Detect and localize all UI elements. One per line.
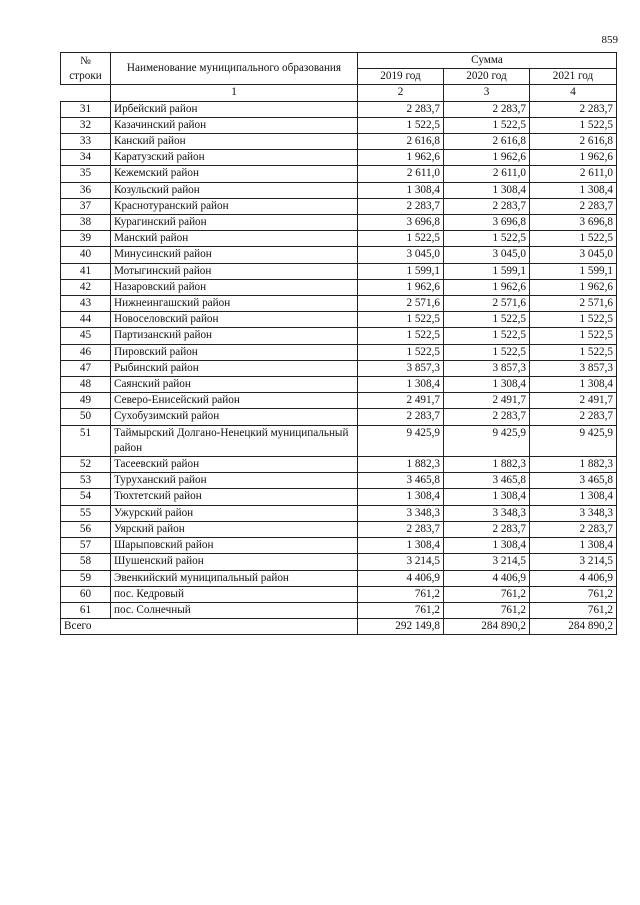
value-2020: 2 283,7: [444, 521, 530, 537]
budget-table: [60, 52, 617, 635]
value-2020: 761,2: [444, 586, 530, 602]
value-2019: 4 406,9: [358, 570, 444, 586]
value-2020: 4 406,9: [444, 570, 530, 586]
table-row: [61, 101, 617, 117]
value-2019: 2 283,7: [358, 198, 444, 214]
row-name: Северо-Енисейский район: [111, 393, 358, 409]
table-row: [61, 296, 617, 312]
value-2019: 1 962,6: [358, 279, 444, 295]
value-2020: 1 522,5: [444, 231, 530, 247]
table-row: [61, 489, 617, 505]
year-header-2019: 2019 год: [358, 69, 444, 85]
value-2020: 3 696,8: [444, 215, 530, 231]
row-name: Партизанский район: [111, 328, 358, 344]
value-2019: 761,2: [358, 586, 444, 602]
table-row: [61, 182, 617, 198]
value-2020: 3 348,3: [444, 505, 530, 521]
row-number: 36: [61, 182, 111, 198]
row-number: 49: [61, 393, 111, 409]
row-number: 33: [61, 134, 111, 150]
table-row: [61, 263, 617, 279]
value-2019: 9 425,9: [358, 425, 444, 456]
table-row: [61, 570, 617, 586]
row-number: 56: [61, 521, 111, 537]
row-number: 48: [61, 377, 111, 393]
value-2019: 1 308,4: [358, 489, 444, 505]
value-2019: 1 522,5: [358, 344, 444, 360]
value-2021: 1 522,5: [530, 328, 617, 344]
value-2019: 3 857,3: [358, 360, 444, 376]
value-2020: 1 599,1: [444, 263, 530, 279]
value-2019: 1 522,5: [358, 231, 444, 247]
value-2021: 3 465,8: [530, 473, 617, 489]
value-2020: 2 616,8: [444, 134, 530, 150]
row-number: 60: [61, 586, 111, 602]
table-row: [61, 328, 617, 344]
row-name: Таймырский Долгано-Ненецкий муниципальный район: [111, 425, 358, 456]
value-2019: 3 214,5: [358, 554, 444, 570]
value-2021: 1 962,6: [530, 150, 617, 166]
value-2019: 1 882,3: [358, 457, 444, 473]
value-2021: 2 283,7: [530, 521, 617, 537]
value-2021: 2 283,7: [530, 409, 617, 425]
row-name: Курагинский район: [111, 215, 358, 231]
value-2021: 1 522,5: [530, 117, 617, 133]
row-name: Каратузский район: [111, 150, 358, 166]
value-2020: 761,2: [444, 602, 530, 618]
row-name: Рыбинский район: [111, 360, 358, 376]
row-number: 50: [61, 409, 111, 425]
row-name: Новоселовский район: [111, 312, 358, 328]
col-index-2: 2: [358, 85, 444, 101]
value-2020: 1 962,6: [444, 150, 530, 166]
total-label: Всего: [61, 619, 358, 635]
row-number: 41: [61, 263, 111, 279]
value-2021: 2 283,7: [530, 198, 617, 214]
value-2021: 1 308,4: [530, 489, 617, 505]
row-number: 51: [61, 425, 111, 456]
value-2020: 2 283,7: [444, 409, 530, 425]
col-index-3: 3: [444, 85, 530, 101]
row-name: Шарыповский район: [111, 538, 358, 554]
table-row: [61, 602, 617, 618]
row-name: Краснотуранский район: [111, 198, 358, 214]
value-2019: 2 283,7: [358, 101, 444, 117]
value-2019: 1 522,5: [358, 312, 444, 328]
table-row: [61, 247, 617, 263]
row-number: 37: [61, 198, 111, 214]
row-number: 34: [61, 150, 111, 166]
row-number: 44: [61, 312, 111, 328]
row-number: 52: [61, 457, 111, 473]
value-2021: 3 214,5: [530, 554, 617, 570]
value-2020: 3 045,0: [444, 247, 530, 263]
row-name: Тасеевский район: [111, 457, 358, 473]
value-2020: 1 308,4: [444, 489, 530, 505]
table-row: [61, 377, 617, 393]
row-name: Эвенкийский муниципальный район: [111, 570, 358, 586]
row-number: 40: [61, 247, 111, 263]
value-2020: 9 425,9: [444, 425, 530, 456]
value-2021: 1 522,5: [530, 312, 617, 328]
table-row: [61, 409, 617, 425]
table-row: [61, 586, 617, 602]
value-2019: 3 696,8: [358, 215, 444, 231]
value-2021: 2 611,0: [530, 166, 617, 182]
row-name: Ужурский район: [111, 505, 358, 521]
value-2020: 2 283,7: [444, 101, 530, 117]
total-2021: 284 890,2: [530, 619, 617, 635]
year-header-2021: 2021 год: [530, 69, 617, 85]
row-name: Манский район: [111, 231, 358, 247]
row-name: пос. Кедровый: [111, 586, 358, 602]
value-2021: 761,2: [530, 586, 617, 602]
value-2021: 1 522,5: [530, 231, 617, 247]
table-row: [61, 473, 617, 489]
row-number: 47: [61, 360, 111, 376]
total-2019: 292 149,8: [358, 619, 444, 635]
row-name: Пировский район: [111, 344, 358, 360]
value-2021: 2 491,7: [530, 393, 617, 409]
table-row: [61, 344, 617, 360]
value-2020: 2 571,6: [444, 296, 530, 312]
row-name: Назаровский район: [111, 279, 358, 295]
value-2020: 3 857,3: [444, 360, 530, 376]
table-row: [61, 279, 617, 295]
value-2021: 4 406,9: [530, 570, 617, 586]
row-number: 54: [61, 489, 111, 505]
row-name: Казачинский район: [111, 117, 358, 133]
table-row: [61, 117, 617, 133]
row-number: 39: [61, 231, 111, 247]
value-2020: 2 283,7: [444, 198, 530, 214]
row-number: 45: [61, 328, 111, 344]
value-2020: 1 308,4: [444, 182, 530, 198]
value-2021: 2 571,6: [530, 296, 617, 312]
row-number: 38: [61, 215, 111, 231]
value-2019: 1 308,4: [358, 377, 444, 393]
col-index-blank: [61, 85, 111, 101]
table-row: [61, 312, 617, 328]
row-name: Мотыгинский район: [111, 263, 358, 279]
value-2021: 9 425,9: [530, 425, 617, 456]
page-number: 859: [601, 34, 618, 46]
value-2019: 3 045,0: [358, 247, 444, 263]
value-2019: 761,2: [358, 602, 444, 618]
value-2019: 2 616,8: [358, 134, 444, 150]
row-number: 42: [61, 279, 111, 295]
value-2021: 1 308,4: [530, 538, 617, 554]
table-row: [61, 166, 617, 182]
table-row: [61, 457, 617, 473]
row-number: 32: [61, 117, 111, 133]
table-row: [61, 215, 617, 231]
row-name: Кежемский район: [111, 166, 358, 182]
value-2021: 1 308,4: [530, 377, 617, 393]
row-number: 35: [61, 166, 111, 182]
value-2020: 1 308,4: [444, 538, 530, 554]
table-row: [61, 134, 617, 150]
table-row: [61, 521, 617, 537]
row-name: Канский район: [111, 134, 358, 150]
row-name: Тюхтетский район: [111, 489, 358, 505]
value-2021: 3 696,8: [530, 215, 617, 231]
value-2021: 2 616,8: [530, 134, 617, 150]
value-2020: 1 522,5: [444, 117, 530, 133]
value-2019: 1 522,5: [358, 328, 444, 344]
row-name: Ирбейский район: [111, 101, 358, 117]
col-index-1: 1: [111, 85, 358, 101]
value-2021: 1 599,1: [530, 263, 617, 279]
total-row: [61, 619, 617, 635]
value-2020: 2 611,0: [444, 166, 530, 182]
row-number: 31: [61, 101, 111, 117]
row-number-header: № строки: [61, 53, 111, 85]
table-row: [61, 425, 617, 456]
value-2019: 3 465,8: [358, 473, 444, 489]
row-name: пос. Солнечный: [111, 602, 358, 618]
value-2020: 3 465,8: [444, 473, 530, 489]
table-row: [61, 505, 617, 521]
total-2020: 284 890,2: [444, 619, 530, 635]
value-2019: 2 571,6: [358, 296, 444, 312]
table-row: [61, 150, 617, 166]
value-2019: 2 283,7: [358, 521, 444, 537]
value-2019: 1 962,6: [358, 150, 444, 166]
row-number: 61: [61, 602, 111, 618]
value-2020: 1 308,4: [444, 377, 530, 393]
row-number: 57: [61, 538, 111, 554]
table-row: [61, 198, 617, 214]
table-row: [61, 360, 617, 376]
row-name: Козульский район: [111, 182, 358, 198]
year-header-2020: 2020 год: [444, 69, 530, 85]
row-name: Минусинский район: [111, 247, 358, 263]
value-2019: 1 308,4: [358, 182, 444, 198]
row-name: Туруханский район: [111, 473, 358, 489]
row-number: 59: [61, 570, 111, 586]
value-2021: 1 962,6: [530, 279, 617, 295]
name-header: Наименование муниципального образования: [111, 53, 358, 85]
table-row: [61, 554, 617, 570]
value-2021: 3 857,3: [530, 360, 617, 376]
value-2021: 761,2: [530, 602, 617, 618]
value-2021: 2 283,7: [530, 101, 617, 117]
row-number: 46: [61, 344, 111, 360]
row-name: Уярский район: [111, 521, 358, 537]
row-number: 55: [61, 505, 111, 521]
value-2020: 2 491,7: [444, 393, 530, 409]
table-row: [61, 538, 617, 554]
row-number: 53: [61, 473, 111, 489]
value-2019: 1 599,1: [358, 263, 444, 279]
row-name: Нижнеингашский район: [111, 296, 358, 312]
value-2019: 3 348,3: [358, 505, 444, 521]
table-row: [61, 393, 617, 409]
value-2020: 1 522,5: [444, 312, 530, 328]
value-2020: 1 962,6: [444, 279, 530, 295]
value-2021: 1 882,3: [530, 457, 617, 473]
row-number: 58: [61, 554, 111, 570]
row-name: Саянский район: [111, 377, 358, 393]
value-2021: 3 348,3: [530, 505, 617, 521]
value-2019: 2 283,7: [358, 409, 444, 425]
value-2020: 1 882,3: [444, 457, 530, 473]
value-2021: 1 308,4: [530, 182, 617, 198]
value-2019: 2 491,7: [358, 393, 444, 409]
value-2019: 1 522,5: [358, 117, 444, 133]
value-2021: 1 522,5: [530, 344, 617, 360]
value-2020: 3 214,5: [444, 554, 530, 570]
row-number: 43: [61, 296, 111, 312]
value-2020: 1 522,5: [444, 328, 530, 344]
col-index-4: 4: [530, 85, 617, 101]
sum-header: Сумма: [358, 53, 617, 69]
value-2020: 1 522,5: [444, 344, 530, 360]
value-2021: 3 045,0: [530, 247, 617, 263]
value-2019: 2 611,0: [358, 166, 444, 182]
row-name: Сухобузимский район: [111, 409, 358, 425]
value-2019: 1 308,4: [358, 538, 444, 554]
row-name: Шушенский район: [111, 554, 358, 570]
table-row: [61, 231, 617, 247]
